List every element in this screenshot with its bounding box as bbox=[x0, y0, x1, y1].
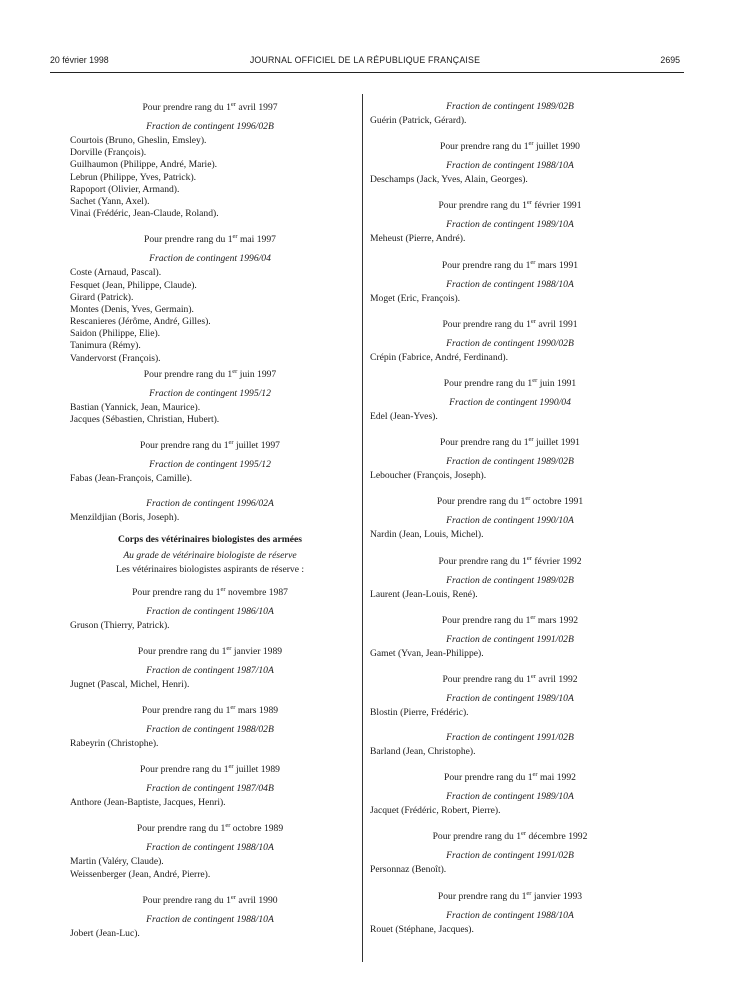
officer-name: Weissenberger (Jean, André, Pierre). bbox=[70, 868, 211, 880]
officer-name: Sachet (Yann, Axel). bbox=[70, 195, 150, 207]
rank-date-prefix: Pour prendre rang du 1 bbox=[443, 377, 533, 389]
officer-name: Vandervorst (François). bbox=[70, 352, 161, 364]
rank-date-heading bbox=[70, 365, 350, 385]
ordinal-suffix: er bbox=[230, 703, 236, 711]
rank-date-month: novembre 1987 bbox=[225, 586, 288, 598]
rank-date-month: février 1991 bbox=[531, 200, 582, 212]
officer-name: Tanimura (Rémy). bbox=[70, 340, 141, 352]
spacer bbox=[370, 542, 650, 552]
officer-name: Guilhaumon (Philippe, André, Marie). bbox=[70, 159, 218, 171]
header-page-number: 2695 bbox=[660, 55, 680, 65]
rank-date-month: décembre 1992 bbox=[526, 831, 588, 843]
spacer bbox=[370, 817, 650, 827]
ordinal-suffix: er bbox=[528, 140, 534, 147]
officer-name: Edel (Jean-Yves). bbox=[370, 410, 438, 422]
officer-name: Leboucher (François, Joseph). bbox=[370, 470, 487, 482]
officer-name: Bastian (Yannick, Jean, Maurice). bbox=[70, 401, 201, 413]
ordinal-suffix: er bbox=[230, 893, 236, 901]
ordinal-suffix: er bbox=[532, 376, 538, 384]
contingent-fraction: Fraction de contingent 1986/10A bbox=[146, 605, 274, 617]
officer-name: Fabas (Jean-François, Camille). bbox=[70, 473, 193, 485]
officer-name: Martin (Valéry, Claude). bbox=[70, 856, 164, 868]
contingent-fraction: Fraction de contingent 1987/10A bbox=[146, 664, 274, 676]
contingent-fraction: Fraction de contingent 1988/10A bbox=[446, 909, 574, 921]
rank-date-prefix: Pour prendre rang du 1 bbox=[432, 831, 522, 843]
rank-date-prefix: Pour prendre rang du 1 bbox=[438, 555, 527, 567]
header-title: JOURNAL OFFICIEL DE LA RÉPUBLIQUE FRANÇAISE bbox=[249, 55, 481, 65]
officer-name: Deschamps (Jack, Yves, Alain, Georges). bbox=[370, 174, 528, 186]
officer-name: Menzildjian (Boris, Joseph). bbox=[70, 512, 180, 524]
rank-date-prefix: Pour prendre rang du 1 bbox=[441, 614, 531, 626]
rank-date-heading bbox=[370, 492, 650, 512]
spacer bbox=[370, 364, 650, 374]
contingent-fraction: Fraction de contingent 1995/12 bbox=[149, 387, 271, 399]
spacer bbox=[70, 220, 350, 230]
page-header bbox=[50, 55, 680, 69]
ordinal-suffix: er bbox=[526, 554, 532, 562]
officer-name: Rabeyrin (Christophe). bbox=[70, 737, 159, 749]
rank-date-heading bbox=[70, 98, 350, 118]
rank-date-month: janvier 1989 bbox=[231, 645, 283, 657]
officer-name: Laurent (Jean-Louis, René). bbox=[370, 588, 478, 600]
rank-date-prefix: Pour prendre rang du 1 bbox=[132, 586, 221, 598]
rank-date-heading bbox=[370, 670, 650, 690]
officer-name: Fesquet (Jean, Philippe, Claude). bbox=[70, 279, 197, 291]
contingent-fraction: Fraction de contingent 1989/02B bbox=[446, 101, 574, 112]
grade-subheading: Au grade de vétérinaire biologiste de réserve bbox=[123, 549, 297, 561]
ordinal-suffix: er bbox=[530, 317, 536, 325]
officer-name: Girard (Patrick). bbox=[70, 291, 134, 303]
contingent-fraction: Fraction de contingent 1989/02B bbox=[446, 456, 574, 468]
contingent-fraction: Fraction de contingent 1991/02B bbox=[446, 633, 574, 645]
rank-date-prefix: Pour prendre rang du 1 bbox=[444, 772, 533, 784]
ordinal-suffix: er bbox=[220, 585, 226, 593]
officer-name: Moget (Eric, François). bbox=[370, 292, 461, 304]
spacer bbox=[70, 881, 350, 891]
rank-date-heading bbox=[70, 760, 350, 780]
ordinal-suffix: er bbox=[530, 613, 536, 621]
officer-name: Jacquet (Frédéric, Robert, Pierre). bbox=[370, 805, 501, 817]
rank-date-heading bbox=[70, 642, 350, 662]
ordinal-suffix: er bbox=[526, 889, 532, 897]
officer-name: Lebrun (Philippe, Yves, Patrick). bbox=[70, 171, 197, 183]
contingent-fraction: Fraction de contingent 1991/02B bbox=[446, 732, 574, 744]
rank-date-heading bbox=[370, 768, 650, 788]
officer-name: Guérin (Patrick, Gérard). bbox=[370, 115, 467, 126]
ordinal-suffix: er bbox=[528, 435, 534, 443]
rank-date-month: juillet 1997 bbox=[233, 440, 280, 452]
rank-date-heading bbox=[70, 230, 350, 250]
contingent-fraction: Fraction de contingent 1990/10A bbox=[446, 515, 574, 527]
contingent-fraction: Fraction de contingent 1991/02B bbox=[446, 850, 574, 862]
rank-date-heading bbox=[370, 887, 650, 907]
rank-date-month: octobre 1991 bbox=[530, 496, 584, 508]
officer-name: Montes (Denis, Yves, Germain). bbox=[70, 303, 194, 315]
officer-name: Personnaz (Benoît). bbox=[370, 864, 447, 876]
officer-name: Meheust (Pierre, André). bbox=[370, 233, 466, 245]
rank-date-heading bbox=[70, 891, 350, 911]
officer-name: Courtois (Bruno, Gheslin, Emsley). bbox=[70, 135, 207, 146]
officer-name: Crépin (Fabrice, André, Ferdinand). bbox=[370, 351, 509, 363]
contingent-fraction: Fraction de contingent 1988/10A bbox=[446, 160, 574, 172]
rank-date-prefix: Pour prendre rang du 1 bbox=[440, 141, 529, 153]
contingent-fraction: Fraction de contingent 1990/02B bbox=[446, 337, 574, 349]
header-rule bbox=[50, 72, 684, 73]
officer-name: Saidon (Philippe, Elie). bbox=[70, 328, 161, 340]
contingent-fraction: Fraction de contingent 1996/04 bbox=[149, 253, 271, 265]
spacer bbox=[70, 426, 350, 436]
spacer bbox=[70, 809, 350, 819]
spacer bbox=[70, 632, 350, 642]
officer-name: Nardin (Jean, Louis, Michel). bbox=[370, 529, 484, 541]
officer-name: Gruson (Thierry, Patrick). bbox=[70, 619, 170, 631]
rank-date-prefix: Pour prendre rang du 1 bbox=[136, 823, 226, 835]
ordinal-suffix: er bbox=[232, 233, 238, 241]
officer-name: Jugnet (Pascal, Michel, Henri). bbox=[70, 678, 190, 690]
ordinal-suffix: er bbox=[228, 762, 234, 770]
rank-date-month: avril 1992 bbox=[535, 673, 578, 685]
officer-name: Jobert (Jean-Luc). bbox=[70, 927, 140, 939]
ordinal-suffix: er bbox=[525, 495, 531, 503]
rank-date-month: avril 1991 bbox=[535, 318, 578, 330]
rank-date-prefix: Pour prendre rang du 1 bbox=[140, 764, 229, 776]
rank-date-month: janvier 1993 bbox=[531, 890, 583, 902]
spacer bbox=[370, 719, 650, 729]
spacer bbox=[370, 758, 650, 768]
rank-date-prefix: Pour prendre rang du 1 bbox=[137, 645, 227, 657]
rank-date-prefix: Pour prendre rang du 1 bbox=[442, 318, 531, 330]
ordinal-suffix: er bbox=[232, 367, 238, 375]
ordinal-suffix: er bbox=[225, 822, 231, 830]
spacer bbox=[370, 601, 650, 611]
spacer bbox=[70, 750, 350, 760]
rank-date-heading bbox=[370, 611, 650, 631]
rank-date-heading bbox=[70, 701, 350, 721]
spacer bbox=[370, 482, 650, 492]
rank-date-prefix: Pour prendre rang du 1 bbox=[142, 102, 231, 113]
rank-date-month: juin 1991 bbox=[537, 377, 577, 389]
right-column bbox=[370, 98, 650, 936]
rank-date-month: mai 1992 bbox=[537, 772, 576, 784]
spacer bbox=[70, 485, 350, 495]
officer-name: Barland (Jean, Christophe). bbox=[370, 746, 476, 758]
rank-date-prefix: Pour prendre rang du 1 bbox=[144, 234, 233, 246]
rank-date-heading bbox=[370, 196, 650, 216]
contingent-fraction: Fraction de contingent 1990/04 bbox=[449, 396, 571, 408]
rank-date-heading bbox=[370, 552, 650, 572]
left-column bbox=[70, 98, 350, 940]
contingent-fraction: Fraction de contingent 1987/04B bbox=[146, 783, 274, 795]
officer-name: Blostin (Pierre, Frédéric). bbox=[370, 706, 469, 718]
contingent-fraction: Fraction de contingent 1988/10A bbox=[146, 913, 274, 925]
spacer bbox=[70, 691, 350, 701]
contingent-fraction: Fraction de contingent 1989/02B bbox=[446, 574, 574, 586]
spacer bbox=[370, 660, 650, 670]
corps-heading: Corps des vétérinaires biologistes des armées bbox=[118, 533, 302, 545]
rank-date-prefix: Pour prendre rang du 1 bbox=[440, 437, 529, 449]
ordinal-suffix: er bbox=[226, 644, 232, 652]
rank-date-month: mars 1991 bbox=[535, 259, 579, 271]
rank-date-heading bbox=[370, 374, 650, 394]
rank-date-heading bbox=[370, 256, 650, 276]
contingent-fraction: Fraction de contingent 1989/10A bbox=[446, 791, 574, 803]
spacer bbox=[370, 246, 650, 256]
intro-line: Les vétérinaires biologistes aspirants de réserve : bbox=[115, 563, 305, 575]
ordinal-suffix: er bbox=[230, 100, 236, 108]
officer-name: Jacques (Sébastien, Christian, Hubert). bbox=[70, 414, 220, 425]
contingent-fraction: Fraction de contingent 1989/10A bbox=[446, 219, 574, 231]
ordinal-suffix: er bbox=[530, 258, 536, 266]
officer-name: Rapoport (Olivier, Armand). bbox=[70, 183, 180, 195]
officer-name: Anthore (Jean-Baptiste, Jacques, Henri). bbox=[70, 797, 226, 809]
rank-date-prefix: Pour prendre rang du 1 bbox=[140, 440, 229, 452]
rank-date-heading bbox=[370, 433, 650, 453]
rank-date-heading bbox=[370, 827, 650, 847]
rank-date-month: juillet 1989 bbox=[233, 764, 280, 776]
ordinal-suffix: er bbox=[530, 672, 536, 680]
spacer bbox=[370, 305, 650, 315]
rank-date-prefix: Pour prendre rang du 1 bbox=[143, 368, 233, 380]
contingent-fraction: Fraction de contingent 1989/10A bbox=[446, 692, 574, 704]
rank-date-month: avril 1990 bbox=[235, 894, 278, 906]
officer-name: Rescanieres (Jérôme, André, Gilles). bbox=[70, 316, 211, 328]
rank-date-prefix: Pour prendre rang du 1 bbox=[438, 200, 527, 212]
rank-date-heading bbox=[70, 819, 350, 839]
ordinal-suffix: er bbox=[532, 771, 538, 779]
ordinal-suffix: er bbox=[228, 439, 234, 446]
ordinal-suffix: er bbox=[521, 830, 527, 838]
officer-name: Coste (Arnaud, Pascal). bbox=[70, 267, 162, 279]
column-divider bbox=[362, 94, 363, 962]
contingent-fraction: Fraction de contingent 1995/12 bbox=[149, 459, 271, 471]
rank-date-month: juin 1997 bbox=[237, 368, 277, 380]
rank-date-prefix: Pour prendre rang du 1 bbox=[141, 704, 231, 716]
rank-date-month: octobre 1989 bbox=[230, 823, 284, 835]
officer-name: Dorville (François). bbox=[70, 147, 147, 159]
rank-date-month: mars 1992 bbox=[535, 614, 579, 626]
contingent-fraction: Fraction de contingent 1988/10A bbox=[146, 842, 274, 854]
officer-name: Rouet (Stéphane, Jacques). bbox=[370, 923, 474, 935]
spacer bbox=[370, 877, 650, 887]
contingent-fraction: Fraction de contingent 1996/02B bbox=[146, 121, 274, 132]
rank-date-month: juillet 1990 bbox=[533, 141, 580, 153]
ordinal-suffix: er bbox=[526, 199, 532, 207]
spacer bbox=[370, 423, 650, 433]
spacer bbox=[370, 127, 650, 137]
rank-date-month: mars 1989 bbox=[235, 704, 279, 716]
rank-date-prefix: Pour prendre rang du 1 bbox=[436, 496, 526, 508]
rank-date-month: avril 1997 bbox=[235, 102, 278, 113]
rank-date-heading bbox=[370, 137, 650, 157]
rank-date-month: mai 1997 bbox=[237, 234, 276, 246]
officer-name: Gamet (Yvan, Jean-Philippe). bbox=[370, 647, 484, 659]
contingent-fraction: Fraction de contingent 1988/02B bbox=[146, 723, 274, 735]
rank-date-prefix: Pour prendre rang du 1 bbox=[437, 890, 527, 902]
header-date: 20 février 1998 bbox=[50, 55, 109, 65]
contingent-fraction: Fraction de contingent 1996/02A bbox=[146, 498, 274, 510]
rank-date-heading bbox=[70, 436, 350, 456]
rank-date-prefix: Pour prendre rang du 1 bbox=[142, 894, 231, 906]
officer-name: Vinai (Frédéric, Jean-Claude, Roland). bbox=[70, 208, 219, 220]
rank-date-heading bbox=[370, 315, 650, 335]
rank-date-month: février 1992 bbox=[531, 555, 582, 567]
rank-date-heading bbox=[70, 583, 350, 603]
spacer bbox=[370, 186, 650, 196]
rank-date-prefix: Pour prendre rang du 1 bbox=[442, 673, 531, 685]
rank-date-month: juillet 1991 bbox=[533, 437, 580, 449]
rank-date-prefix: Pour prendre rang du 1 bbox=[441, 259, 531, 271]
contingent-fraction: Fraction de contingent 1988/10A bbox=[446, 278, 574, 290]
